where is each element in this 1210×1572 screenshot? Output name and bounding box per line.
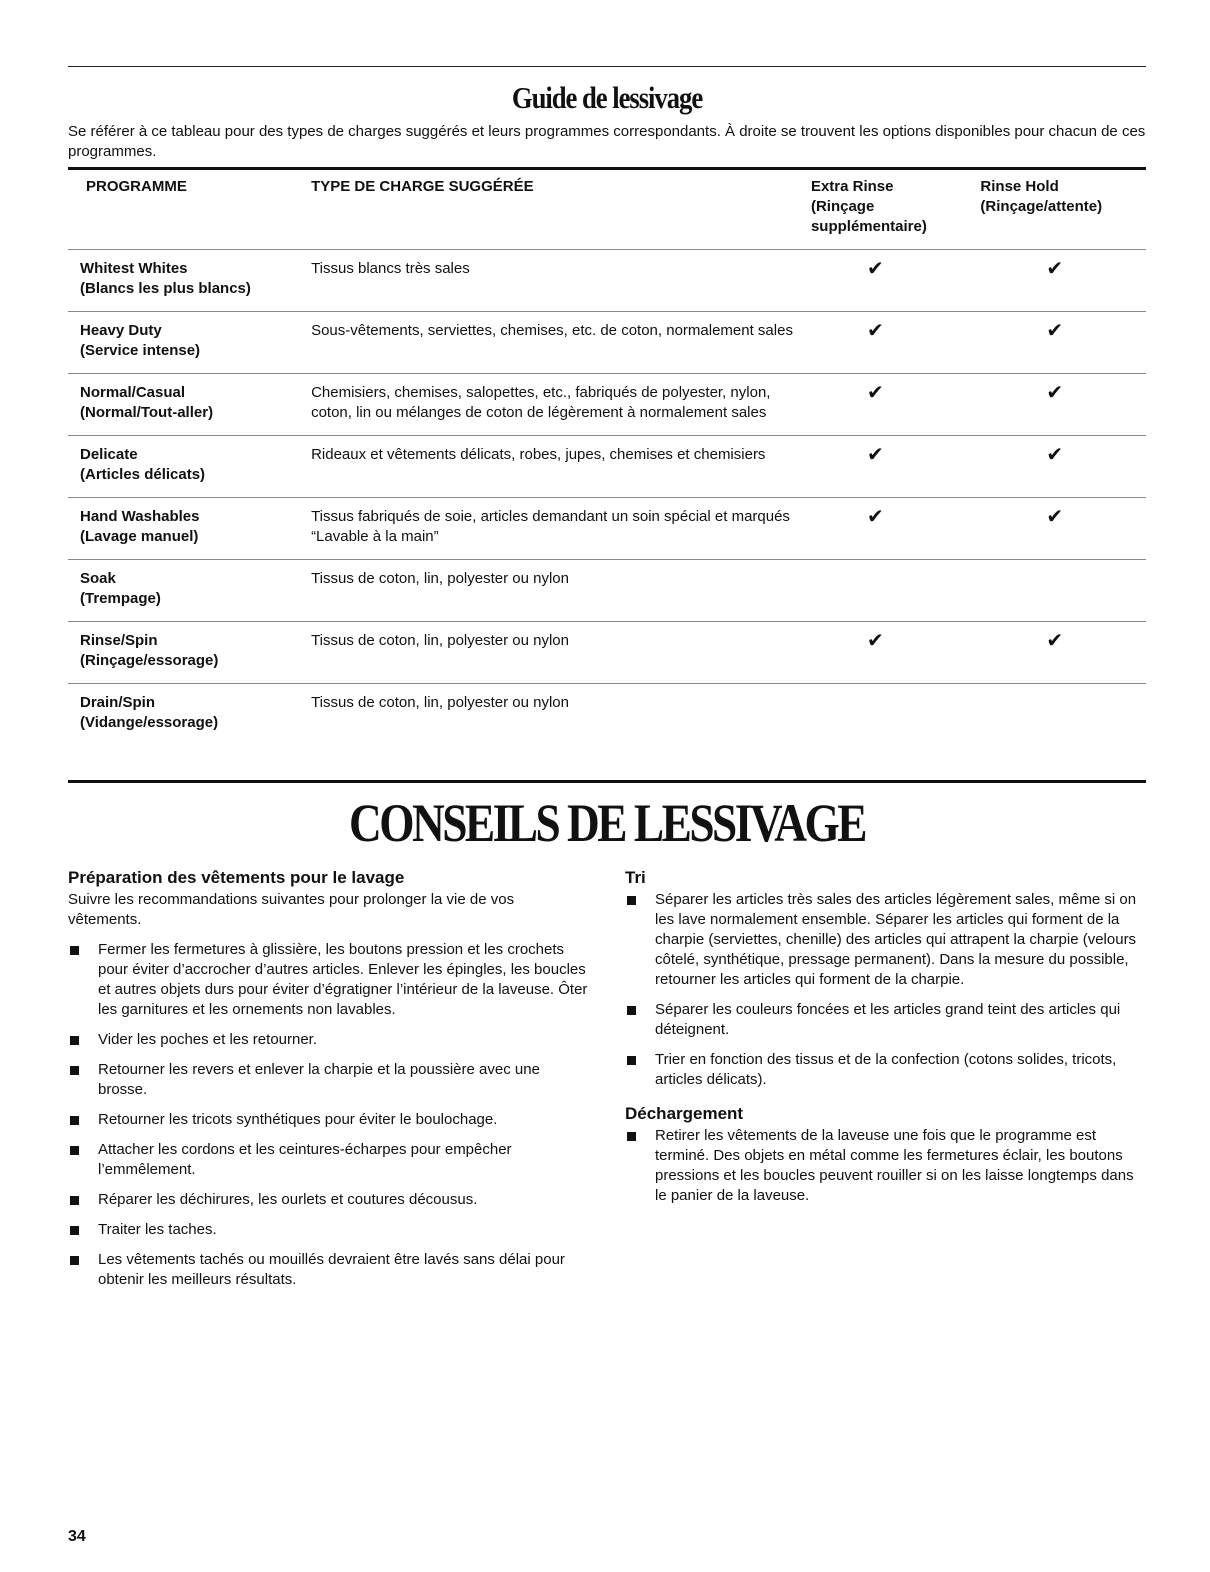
extra-rinse-cell [811, 436, 980, 498]
list-item-text: Retourner les revers et enlever la charpie et la poussière avec une brosse. [98, 1061, 540, 1098]
bullet-square-icon [70, 1116, 79, 1125]
rinse-hold-cell [980, 684, 1146, 746]
rinse-hold-check-icon: ✔ [1046, 630, 1064, 652]
extra-rinse-cell [811, 498, 980, 560]
load-type-cell: Tissus fabriqués de soie, articles demandant un soin spécial et marqués “Lavable à la main” [311, 498, 811, 560]
program-name: Delicate [80, 446, 138, 463]
list-item [625, 1126, 1146, 1206]
list-item-text: Attacher les cordons et les ceintures-écharpes pour empêcher l’emmêlement. [98, 1141, 512, 1178]
extra-rinse-check-icon: ✔ [866, 320, 884, 342]
bullet-square-icon [627, 1006, 636, 1015]
list-item [68, 1060, 588, 1100]
rinse-hold-check-icon [980, 692, 1046, 714]
header-program: PROGRAMME [68, 170, 311, 250]
program-cell [68, 374, 311, 436]
program-name: Heavy Duty [80, 322, 162, 339]
table-row [68, 250, 1146, 312]
sort-heading: Tri [625, 868, 646, 887]
extra-rinse-cell [811, 250, 980, 312]
list-item-text: Trier en fonction des tissus et de la confection (cotons solides, tricots, articles délicats). [655, 1051, 1117, 1088]
header-rinse-hold: Rinse Hold (Rinçage/attente) [980, 170, 1146, 250]
table-header-row [68, 170, 1146, 250]
program-name-fr: (Vidange/essorage) [80, 714, 219, 731]
guide-intro: Se référer à ce tableau pour des types de charges suggérés et leurs programmes correspondants. À droite se trouvent les options disponibles pour chacun de ces programmes. [68, 123, 1146, 160]
extra-rinse-check-icon: ✔ [866, 630, 884, 652]
rinse-hold-cell [980, 250, 1146, 312]
list-item [68, 1250, 588, 1290]
program-cell [68, 312, 311, 374]
program-name-fr: (Service intense) [80, 342, 201, 359]
list-item [68, 1110, 588, 1130]
table-row [68, 436, 1146, 498]
page-number: 34 [68, 1528, 86, 1545]
tips-title: CONSEILS DE LESSIVAGE [348, 793, 865, 853]
program-name: Soak [80, 570, 116, 587]
list-item-text: Les vêtements tachés ou mouillés devraient être lavés sans délai pour obtenir les meilleurs résultats. [98, 1251, 565, 1288]
table-row [68, 684, 1146, 746]
sort-list [625, 890, 1146, 1090]
list-item-text: Séparer les couleurs foncées et les articles grand teint des articles qui déteignent. [655, 1001, 1121, 1038]
extra-rinse-cell [811, 312, 980, 374]
bullet-square-icon [70, 1036, 79, 1045]
program-cell [68, 436, 311, 498]
rinse-hold-check-icon: ✔ [1046, 382, 1064, 404]
load-type-cell: Tissus de coton, lin, polyester ou nylon [311, 560, 811, 622]
list-item-text: Traiter les taches. [98, 1221, 217, 1238]
list-item-text: Séparer les articles très sales des articles légèrement sales, même si on les lave normalement ensemble. Séparer les articles qui forment de la charpie (serviettes, chenille) des articles qui attrapent la charpie (velours côtelé, synthétique, pressage permanent). Dans la mesure du possible, retourner les articles qui forment de la charpie. [655, 891, 1137, 988]
rinse-hold-check-icon [980, 568, 1046, 590]
list-item [68, 1220, 588, 1240]
load-type-cell: Tissus de coton, lin, polyester ou nylon [311, 622, 811, 684]
extra-rinse-check-icon: ✔ [866, 444, 884, 466]
extra-rinse-check-icon: ✔ [866, 506, 884, 528]
load-type-cell: Tissus blancs très sales [311, 250, 811, 312]
program-name-fr: (Blancs les plus blancs) [80, 280, 251, 297]
table-body [68, 250, 1146, 746]
prep-intro: Suivre les recommandations suivantes pour prolonger la vie de vos vêtements. [68, 891, 515, 928]
bullet-square-icon [70, 1146, 79, 1155]
list-item [625, 1050, 1146, 1090]
program-name: Drain/Spin [80, 694, 156, 711]
program-cell [68, 622, 311, 684]
rinse-hold-cell [980, 374, 1146, 436]
program-cell [68, 498, 311, 560]
list-item-text: Vider les poches et les retourner. [98, 1031, 318, 1048]
program-name: Normal/Casual [80, 384, 186, 401]
prep-list [68, 940, 588, 1290]
laundry-guide-table [68, 170, 1146, 745]
program-name-fr: (Trempage) [80, 590, 161, 607]
list-item-text: Réparer les déchirures, les ourlets et coutures décousus. [98, 1191, 478, 1208]
program-name-fr: (Articles délicats) [80, 466, 206, 483]
sort-column [625, 868, 1146, 1216]
extra-rinse-cell [811, 622, 980, 684]
list-item [625, 890, 1146, 990]
program-cell [68, 560, 311, 622]
extra-rinse-cell [811, 374, 980, 436]
rinse-hold-check-icon: ✔ [1046, 506, 1064, 528]
load-type-cell: Sous-vêtements, serviettes, chemises, etc. de coton, normalement sales [311, 312, 811, 374]
guide-title: Guide de lessivage [511, 80, 703, 115]
table-row [68, 560, 1146, 622]
rinse-hold-cell [980, 312, 1146, 374]
load-type-cell: Rideaux et vêtements délicats, robes, jupes, chemises et chemisiers [311, 436, 811, 498]
list-item [68, 940, 588, 1020]
load-type-cell: Tissus de coton, lin, polyester ou nylon [311, 694, 569, 711]
rinse-hold-check-icon: ✔ [1046, 320, 1064, 342]
program-name-fr: (Rinçage/essorage) [80, 652, 219, 669]
program-name-fr: (Lavage manuel) [80, 528, 199, 545]
unload-heading: Déchargement [625, 1104, 744, 1123]
rinse-hold-check-icon: ✔ [1046, 444, 1064, 466]
header-load: TYPE DE CHARGE SUGGÉRÉE [311, 170, 811, 250]
list-item-text: Retirer les vêtements de la laveuse une fois que le programme est terminé. Des objets en métal comme les fermetures éclair, les boutons pressions et les boucles peuvent rouiller si on les laisse longtemps dans le panier de la laveuse. [655, 1127, 1134, 1204]
list-item [68, 1190, 588, 1210]
bullet-square-icon [627, 1056, 636, 1065]
program-name: Hand Washables [80, 508, 200, 525]
bullet-square-icon [70, 946, 79, 955]
table-row [68, 312, 1146, 374]
program-name-fr: (Normal/Tout-aller) [80, 404, 214, 421]
prep-heading: Préparation des vêtements pour le lavage [68, 868, 405, 887]
table-row [68, 498, 1146, 560]
rinse-hold-cell [980, 560, 1146, 622]
rinse-hold-cell [980, 436, 1146, 498]
bullet-square-icon [627, 1132, 636, 1141]
program-cell [68, 684, 311, 746]
table-row [68, 374, 1146, 436]
bullet-square-icon [70, 1196, 79, 1205]
bullet-square-icon [70, 1226, 79, 1235]
rinse-hold-cell [980, 622, 1146, 684]
rinse-hold-cell [980, 498, 1146, 560]
list-item [625, 1000, 1146, 1040]
extra-rinse-check-icon [811, 692, 867, 714]
extra-rinse-check-icon [811, 568, 867, 590]
load-type-cell: Chemisiers, chemises, salopettes, etc., fabriqués de polyester, nylon, coton, lin ou mélanges de coton de légèrement à normalement sales [311, 374, 811, 436]
bullet-square-icon [70, 1256, 79, 1265]
program-name: Rinse/Spin [80, 632, 158, 649]
prep-column [68, 868, 588, 1300]
list-item [68, 1030, 588, 1050]
table-row [68, 622, 1146, 684]
section-rule [68, 780, 1146, 783]
extra-rinse-check-icon: ✔ [866, 258, 884, 280]
unload-list [625, 1126, 1146, 1206]
list-item-text: Retourner les tricots synthétiques pour éviter le boulochage. [98, 1111, 498, 1128]
top-rule [68, 66, 1146, 67]
bullet-square-icon [627, 896, 636, 905]
program-cell [68, 250, 311, 312]
extra-rinse-cell [811, 684, 980, 746]
rinse-hold-check-icon: ✔ [1046, 258, 1064, 280]
extra-rinse-check-icon: ✔ [866, 382, 884, 404]
extra-rinse-cell [811, 560, 980, 622]
header-extra-rinse: Extra Rinse (Rinçage supplémentaire) [811, 170, 980, 250]
list-item-text: Fermer les fermetures à glissière, les boutons pression et les crochets pour éviter d’accrocher d’autres articles. Enlever les épingles, les boucles et autres objets durs pour éviter d’égratigner l’intérieur de la laveuse. Ôter les garnitures et les ornements non lavables. [98, 941, 588, 1018]
list-item [68, 1140, 588, 1180]
program-name: Whitest Whites [80, 260, 188, 277]
bullet-square-icon [70, 1066, 79, 1075]
